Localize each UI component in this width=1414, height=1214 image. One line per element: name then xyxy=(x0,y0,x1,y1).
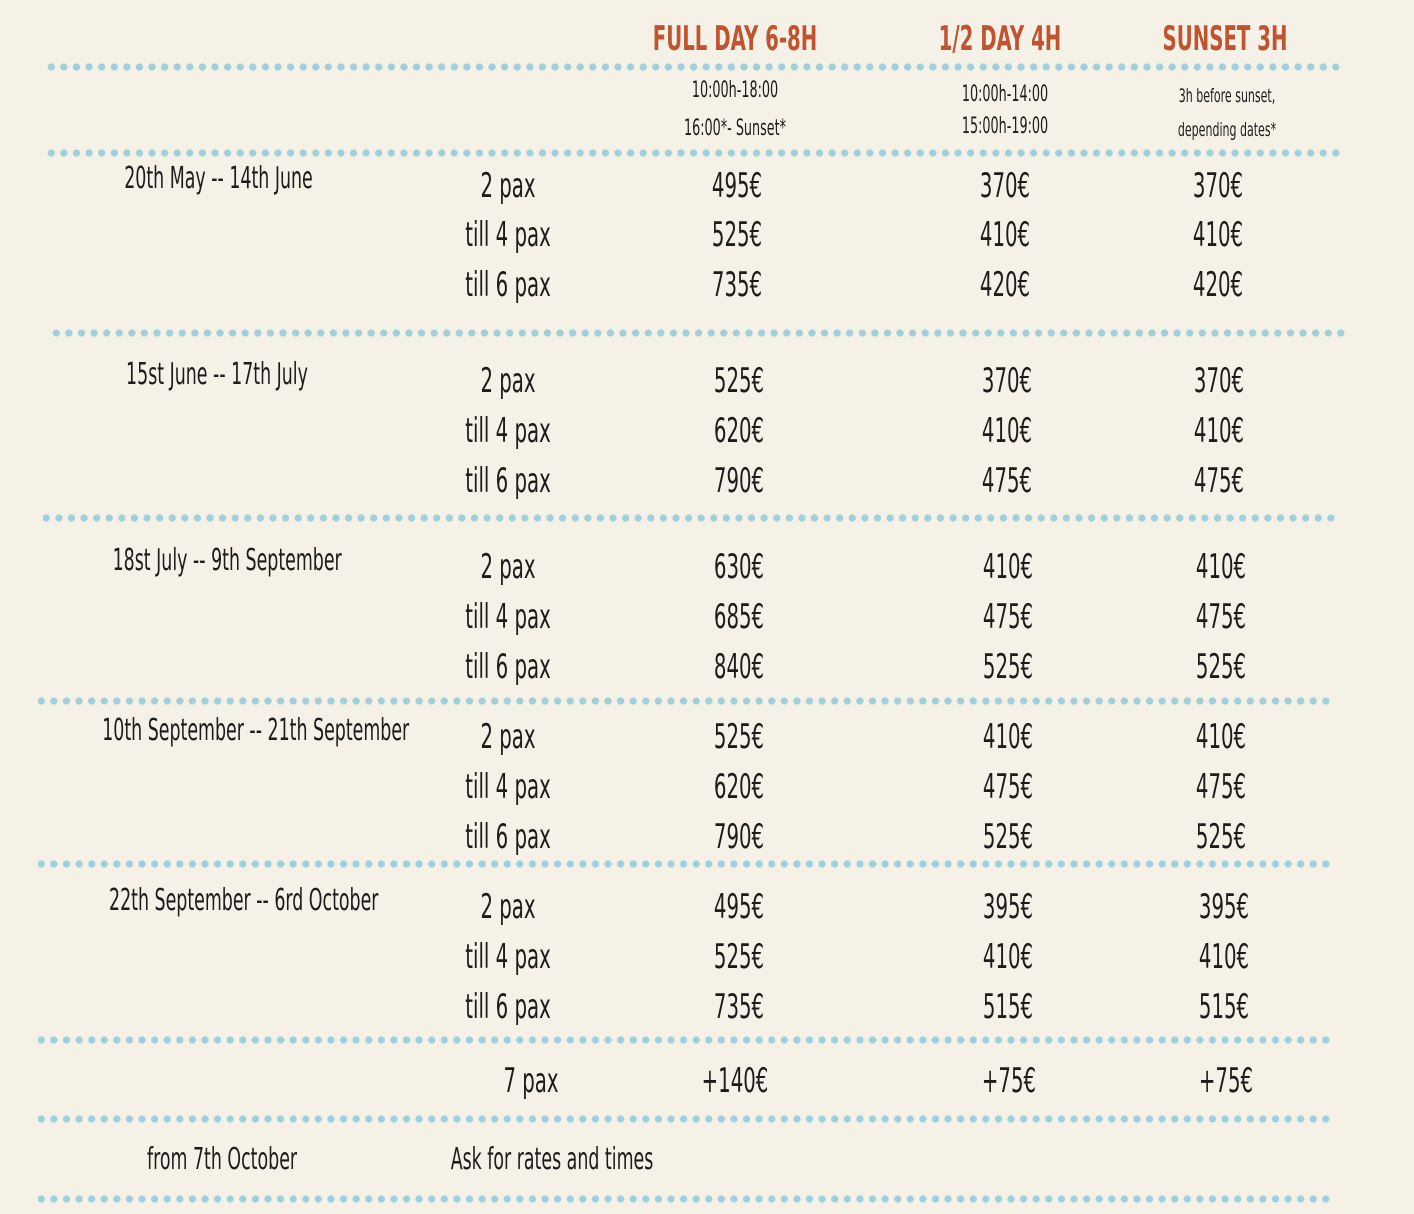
pax-label: till 6 pax xyxy=(465,265,551,305)
price-sunset: 410€ xyxy=(1195,717,1247,757)
separator xyxy=(50,329,1345,337)
separator-top xyxy=(45,63,1340,71)
price-sunset: 410€ xyxy=(1195,547,1247,587)
price-sunset: 525€ xyxy=(1195,817,1247,857)
extra-price-half-day: +75€ xyxy=(981,1061,1037,1101)
pax-label: 2 pax xyxy=(480,361,536,401)
half-day-times-1: 10:00h-14:00 xyxy=(961,82,1049,107)
price-half-day: 410€ xyxy=(982,717,1034,757)
price-half-day: 475€ xyxy=(982,597,1034,637)
price-full-day: 685€ xyxy=(713,597,765,637)
full-day-times-2: 16:00*- Sunset* xyxy=(684,116,786,141)
pax-label: till 6 pax xyxy=(465,461,551,501)
period-label: 15st June -- 17th July xyxy=(126,357,308,392)
separator-bottom xyxy=(35,1195,1330,1203)
price-sunset: 410€ xyxy=(1192,215,1244,255)
column-header-sunset: SUNSET 3H xyxy=(1162,19,1288,59)
separator xyxy=(35,1036,1330,1044)
pax-label: 2 pax xyxy=(480,547,536,587)
price-full-day: 735€ xyxy=(711,265,763,305)
separator xyxy=(35,1115,1330,1123)
pax-label: till 6 pax xyxy=(465,817,551,857)
price-full-day: 495€ xyxy=(713,887,765,927)
pax-label: till 6 pax xyxy=(465,987,551,1027)
price-full-day: 620€ xyxy=(713,411,765,451)
price-half-day: 410€ xyxy=(981,411,1033,451)
price-full-day: 790€ xyxy=(713,461,765,501)
column-header-full-day: FULL DAY 6-8H xyxy=(652,19,818,59)
price-full-day: 630€ xyxy=(713,547,765,587)
price-full-day: 495€ xyxy=(711,166,763,206)
full-day-times-1: 10:00h-18:00 xyxy=(691,78,779,103)
price-sunset: 525€ xyxy=(1195,647,1247,687)
pax-label: till 4 pax xyxy=(465,597,551,637)
period-label: 20th May -- 14th June xyxy=(124,161,313,196)
pax-label: till 4 pax xyxy=(465,937,551,977)
price-half-day: 420€ xyxy=(979,265,1031,305)
price-half-day: 410€ xyxy=(982,547,1034,587)
price-half-day: 475€ xyxy=(982,767,1034,807)
pax-label: 2 pax xyxy=(480,717,536,757)
sunset-times-1: 3h before sunset, xyxy=(1178,85,1276,107)
extra-price-sunset: +75€ xyxy=(1198,1061,1254,1101)
price-sunset: 475€ xyxy=(1193,461,1245,501)
price-half-day: 515€ xyxy=(982,987,1034,1027)
separator xyxy=(35,860,1330,868)
extra-pax-label: 7 pax xyxy=(503,1061,559,1101)
price-half-day: 410€ xyxy=(979,215,1031,255)
pax-label: till 4 pax xyxy=(465,767,551,807)
period-label: 18st July -- 9th September xyxy=(112,543,342,578)
price-sunset: 370€ xyxy=(1193,361,1245,401)
separator xyxy=(40,514,1335,522)
footer-note: Ask for rates and times xyxy=(450,1142,654,1177)
price-sunset: 410€ xyxy=(1198,937,1250,977)
price-sunset: 475€ xyxy=(1195,767,1247,807)
footer-period-label: from 7th October xyxy=(146,1142,298,1177)
period-label: 22th September -- 6rd October xyxy=(109,883,379,918)
price-half-day: 370€ xyxy=(981,361,1033,401)
price-half-day: 475€ xyxy=(981,461,1033,501)
price-sunset: 515€ xyxy=(1198,987,1250,1027)
price-sunset: 410€ xyxy=(1193,411,1245,451)
price-full-day: 525€ xyxy=(713,361,765,401)
price-full-day: 790€ xyxy=(713,817,765,857)
price-full-day: 735€ xyxy=(713,987,765,1027)
price-full-day: 525€ xyxy=(711,215,763,255)
price-half-day: 370€ xyxy=(979,166,1031,206)
price-sunset: 420€ xyxy=(1192,265,1244,305)
pax-label: till 6 pax xyxy=(465,647,551,687)
period-label: 10th September -- 21th September xyxy=(102,713,410,748)
price-full-day: 840€ xyxy=(713,647,765,687)
column-header-half-day: 1/2 DAY 4H xyxy=(938,19,1062,59)
separator xyxy=(35,697,1330,705)
pax-label: 2 pax xyxy=(480,166,536,206)
sunset-times-2: depending dates* xyxy=(1177,119,1277,141)
price-half-day: 395€ xyxy=(982,887,1034,927)
price-half-day: 525€ xyxy=(982,647,1034,687)
price-sunset: 395€ xyxy=(1198,887,1250,927)
pax-label: till 4 pax xyxy=(465,411,551,451)
price-half-day: 410€ xyxy=(982,937,1034,977)
price-full-day: 620€ xyxy=(713,767,765,807)
price-half-day: 525€ xyxy=(982,817,1034,857)
pax-label: 2 pax xyxy=(480,887,536,927)
price-full-day: 525€ xyxy=(713,937,765,977)
extra-price-full-day: +140€ xyxy=(701,1061,769,1101)
separator-header xyxy=(45,149,1340,157)
price-sunset: 370€ xyxy=(1192,166,1244,206)
pax-label: till 4 pax xyxy=(465,215,551,255)
half-day-times-2: 15:00h-19:00 xyxy=(961,114,1049,139)
price-sunset: 475€ xyxy=(1195,597,1247,637)
price-full-day: 525€ xyxy=(713,717,765,757)
